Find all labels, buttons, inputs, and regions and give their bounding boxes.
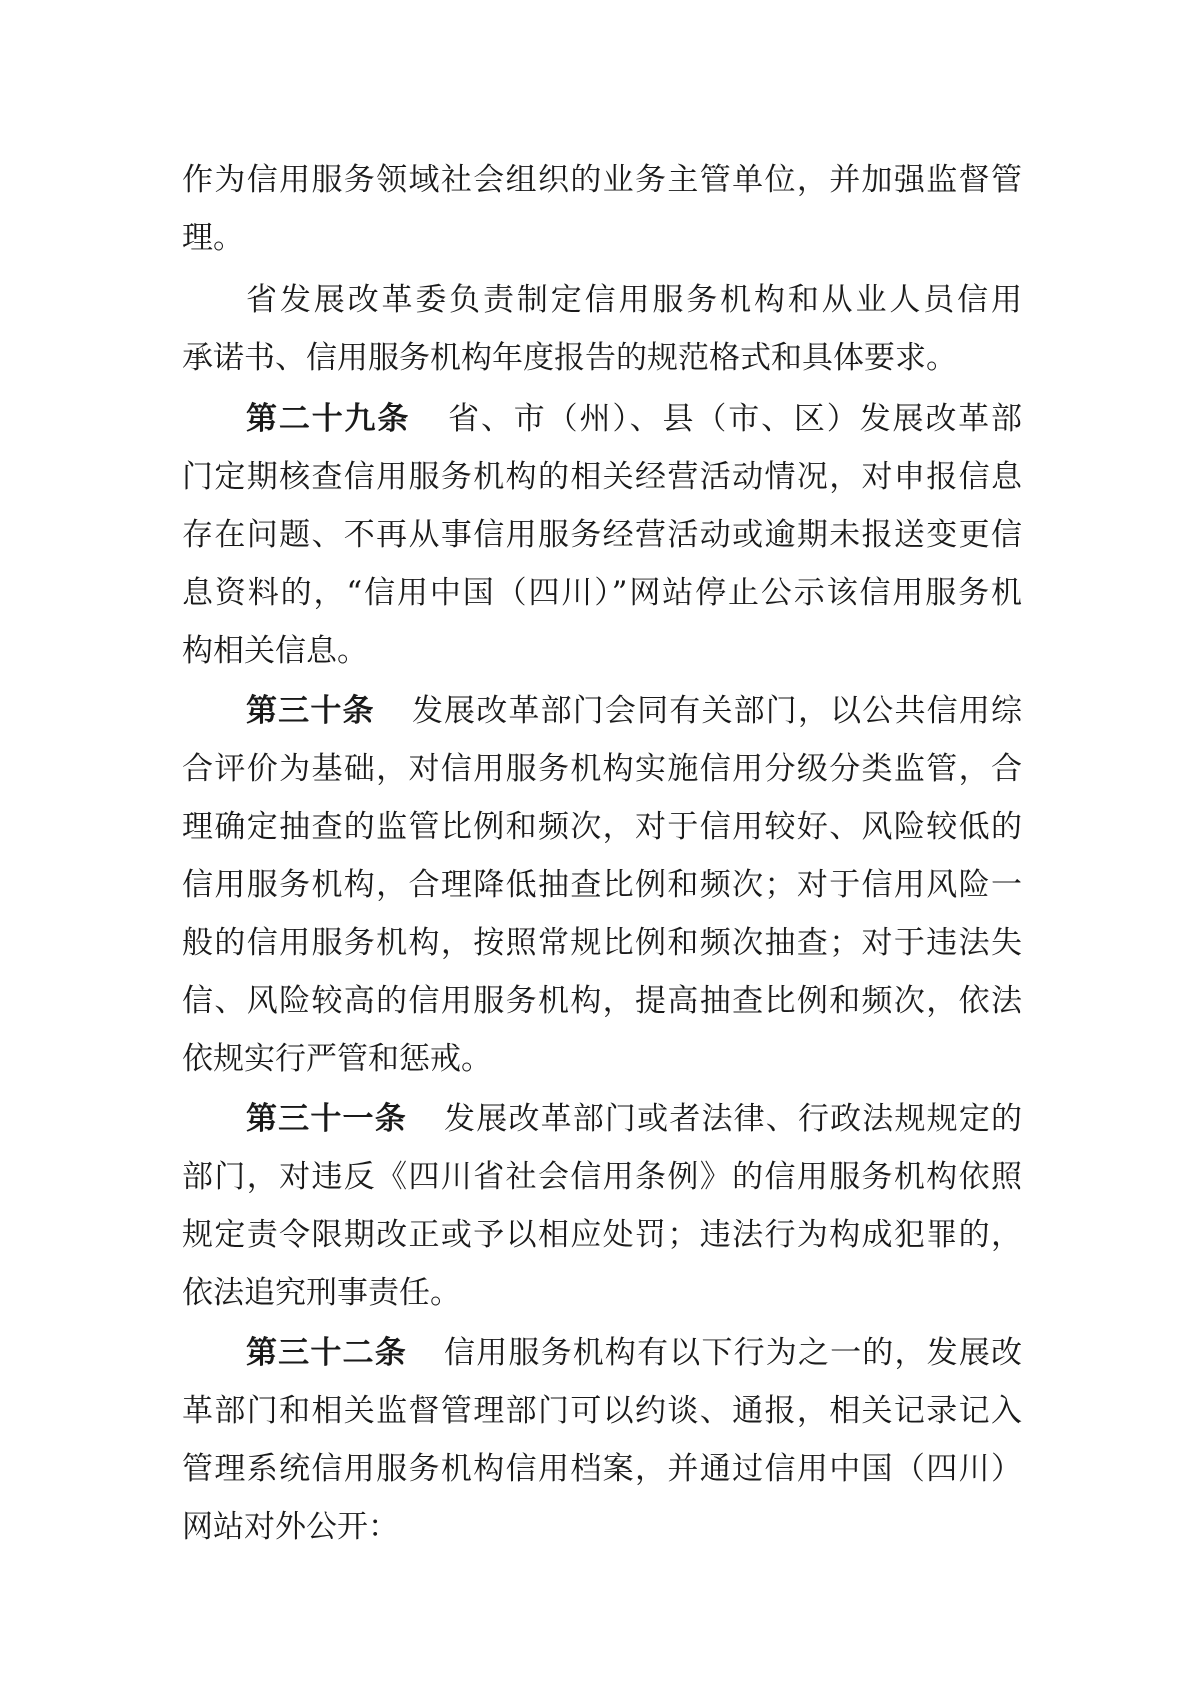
line-text: 省、市（州）、县（市、区）发展改革部 (446, 401, 1023, 437)
line-text: 依规实行严管和惩戒。 (182, 1041, 492, 1077)
line-text: 发展改革部门或者法律、行政法规规定的 (442, 1101, 1023, 1137)
text-line (182, 1382, 1022, 1440)
line-text: 规定责令限期改正或予以相应处罚；违法行为构成犯罪的， (182, 1217, 1022, 1253)
line-text: 革部门和相关监督管理部门可以约谈、通报，相关记录记入 (182, 1393, 1022, 1429)
line-text: 省发展改革委负责制定信用服务机构和从业人员信用 (246, 282, 1022, 318)
text-line (182, 1440, 1022, 1498)
text-line (182, 972, 1022, 1030)
text-line (182, 564, 1022, 622)
article-31-first-line (246, 1090, 1022, 1148)
article-30-first-line (246, 682, 1022, 740)
text-line (182, 1206, 1022, 1264)
article-title: 第三十二条 (246, 1335, 407, 1371)
line-text: 作为信用服务领域社会组织的业务主管单位，并加强监督管 (182, 162, 1022, 198)
text-line (182, 856, 1022, 914)
text-line (182, 1498, 1022, 1556)
line-text: 理。 (182, 220, 244, 256)
text-line (182, 448, 1022, 506)
line-text: 网站对外公开： (182, 1509, 399, 1545)
line-text: 部门，对违反《四川省社会信用条例》的信用服务机构依照 (182, 1159, 1022, 1195)
paragraph-first-line (246, 271, 1022, 329)
text-line (182, 151, 1022, 209)
line-text: 信用服务机构，合理降低抽查比例和频次；对于信用风险一 (182, 867, 1022, 903)
line-text: 存在问题、不再从事信用服务经营活动或逾期未报送变更信 (182, 517, 1022, 553)
line-text: 息资料的，“信用中国（四川）”网站停止公示该信用服务机 (182, 575, 1022, 611)
text-line (182, 1264, 1022, 1322)
text-line (182, 798, 1022, 856)
line-text: 信、风险较高的信用服务机构，提高抽查比例和频次，依法 (182, 983, 1022, 1019)
text-line (182, 622, 1022, 680)
text-line (182, 329, 1022, 387)
article-title: 第三十一条 (246, 1101, 407, 1137)
line-text: 合评价为基础，对信用服务机构实施信用分级分类监管，合 (182, 751, 1022, 787)
line-text: 门定期核查信用服务机构的相关经营活动情况，对申报信息 (182, 459, 1022, 495)
line-text: 依法追究刑事责任。 (182, 1275, 461, 1311)
text-line (182, 1148, 1022, 1206)
text-line (182, 506, 1022, 564)
line-text: 管理系统信用服务机构信用档案，并通过信用中国（四川） (182, 1451, 1022, 1487)
text-line (182, 1030, 1022, 1088)
line-text: 理确定抽查的监管比例和频次，对于信用较好、风险较低的 (182, 809, 1022, 845)
article-32-first-line (246, 1324, 1022, 1382)
line-text: 构相关信息。 (182, 633, 368, 669)
line-text: 般的信用服务机构，按照常规比例和频次抽查；对于违法失 (182, 925, 1022, 961)
text-line (182, 914, 1022, 972)
article-title: 第三十条 (246, 693, 375, 729)
line-text: 发展改革部门会同有关部门，以公共信用综 (410, 693, 1023, 729)
text-line (182, 209, 1022, 267)
line-text: 信用服务机构有以下行为之一的，发展改 (442, 1335, 1023, 1371)
article-29-first-line (246, 390, 1022, 448)
line-text: 承诺书、信用服务机构年度报告的规范格式和具体要求。 (182, 340, 957, 376)
article-title: 第二十九条 (246, 401, 411, 437)
text-line (182, 740, 1022, 798)
